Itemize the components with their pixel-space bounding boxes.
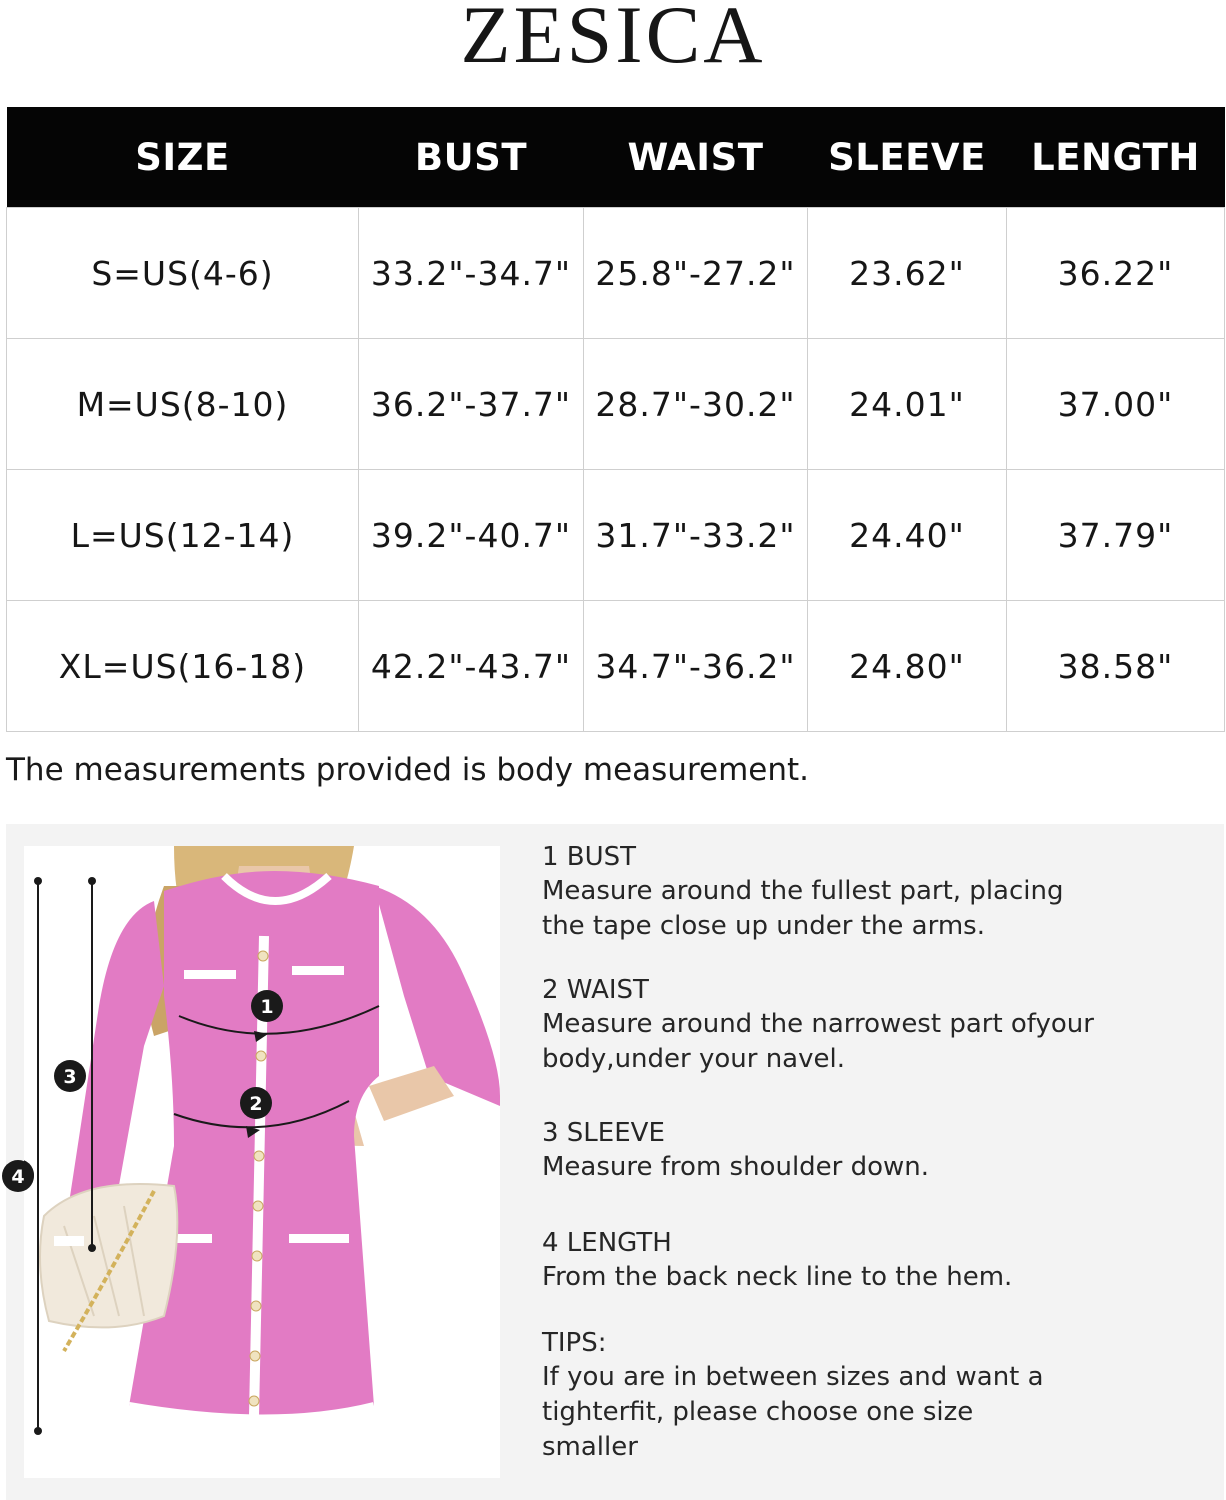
header-waist: WAIST (584, 107, 808, 208)
header-size: SIZE (7, 107, 359, 208)
cell-size: XL=US(16-18) (7, 601, 359, 732)
guide-tips-line: tighterfit, please choose one size (542, 1397, 974, 1427)
cell-size: M=US(8-10) (7, 339, 359, 470)
table-row (7, 339, 1225, 470)
guide-tips (542, 1326, 1202, 1465)
button-icon (252, 1251, 262, 1261)
hip-pocket-right-trim (289, 1234, 349, 1243)
guide-length-line: From the back neck line to the hem. (542, 1262, 1013, 1292)
guide-bust-line: the tape close up under the arms. (542, 911, 985, 941)
table-header-row (7, 107, 1225, 208)
cell-waist: 31.7"-33.2" (584, 470, 808, 601)
guide-bust-title: 1 BUST (542, 842, 637, 872)
guide-sleeve (542, 1116, 1202, 1185)
button-icon (251, 1301, 261, 1311)
cell-length: 36.22" (1007, 208, 1225, 339)
guide-bust-line: Measure around the fullest part, placing (542, 876, 1064, 906)
button-icon (249, 1396, 259, 1406)
marker-2-label: 2 (249, 1093, 263, 1115)
marker-3 (54, 1060, 86, 1092)
marker-4-overlay (0, 1158, 40, 1194)
cell-waist: 25.8"-27.2" (584, 208, 808, 339)
button-icon (258, 951, 268, 961)
guide-waist-line: Measure around the narrowest part ofyour (542, 1009, 1094, 1039)
cell-waist: 28.7"-30.2" (584, 339, 808, 470)
marker-1-label: 1 (260, 996, 274, 1018)
marker-4-overlay-label: 4 (11, 1166, 25, 1188)
measurement-note: The measurements provided is body measurement. (6, 752, 810, 788)
table-row (7, 208, 1225, 339)
table-row (7, 601, 1225, 732)
handbag-shape (40, 1184, 177, 1327)
marker-3-label: 3 (63, 1066, 77, 1088)
cell-bust: 33.2"-34.7" (359, 208, 584, 339)
cell-length: 37.79" (1007, 470, 1225, 601)
guide-tips-title: TIPS: (542, 1328, 607, 1358)
marker-2 (240, 1087, 272, 1119)
cell-size: L=US(12-14) (7, 470, 359, 601)
guide-waist-title: 2 WAIST (542, 975, 649, 1005)
guide-waist (542, 973, 1202, 1077)
chest-pocket-right-trim (292, 966, 344, 975)
model-photo (24, 846, 500, 1478)
cell-sleeve: 24.01" (808, 339, 1007, 470)
button-icon (256, 1051, 266, 1061)
guide-bust (542, 840, 1202, 944)
button-icon (254, 1151, 264, 1161)
cell-bust: 42.2"-43.7" (359, 601, 584, 732)
guide-waist-line: body,under your navel. (542, 1044, 845, 1074)
cell-length: 38.58" (1007, 601, 1225, 732)
left-cuff-trim (54, 1236, 84, 1246)
cell-sleeve: 24.80" (808, 601, 1007, 732)
button-icon (250, 1351, 260, 1361)
guide-length (542, 1226, 1202, 1295)
header-sleeve: SLEEVE (808, 107, 1007, 208)
button-icon (253, 1201, 263, 1211)
dress-illustration (24, 846, 500, 1478)
hip-pocket-left-trim (174, 1234, 212, 1243)
header-bust: BUST (359, 107, 584, 208)
chest-pocket-left-trim (184, 970, 236, 979)
guide-tips-line: If you are in between sizes and want a (542, 1362, 1044, 1392)
cell-bust: 36.2"-37.7" (359, 339, 584, 470)
length-measure-bottom-dot (34, 1427, 42, 1435)
cell-waist: 34.7"-36.2" (584, 601, 808, 732)
guide-length-title: 4 LENGTH (542, 1228, 672, 1258)
brand-logo: ZESICA (460, 0, 766, 80)
guide-sleeve-line: Measure from shoulder down. (542, 1152, 930, 1182)
sleeve-measure-bottom-dot (88, 1244, 96, 1252)
size-chart-table (6, 107, 1225, 732)
length-measure-top-dot (34, 877, 42, 885)
cell-sleeve: 23.62" (808, 208, 1007, 339)
table-row (7, 470, 1225, 601)
guide-sleeve-title: 3 SLEEVE (542, 1118, 665, 1148)
marker-1 (251, 990, 283, 1022)
header-length: LENGTH (1007, 107, 1225, 208)
cell-bust: 39.2"-40.7" (359, 470, 584, 601)
cell-sleeve: 24.40" (808, 470, 1007, 601)
cell-length: 37.00" (1007, 339, 1225, 470)
cell-size: S=US(4-6) (7, 208, 359, 339)
guide-tips-line: smaller (542, 1432, 638, 1462)
sleeve-measure-top-dot (88, 877, 96, 885)
